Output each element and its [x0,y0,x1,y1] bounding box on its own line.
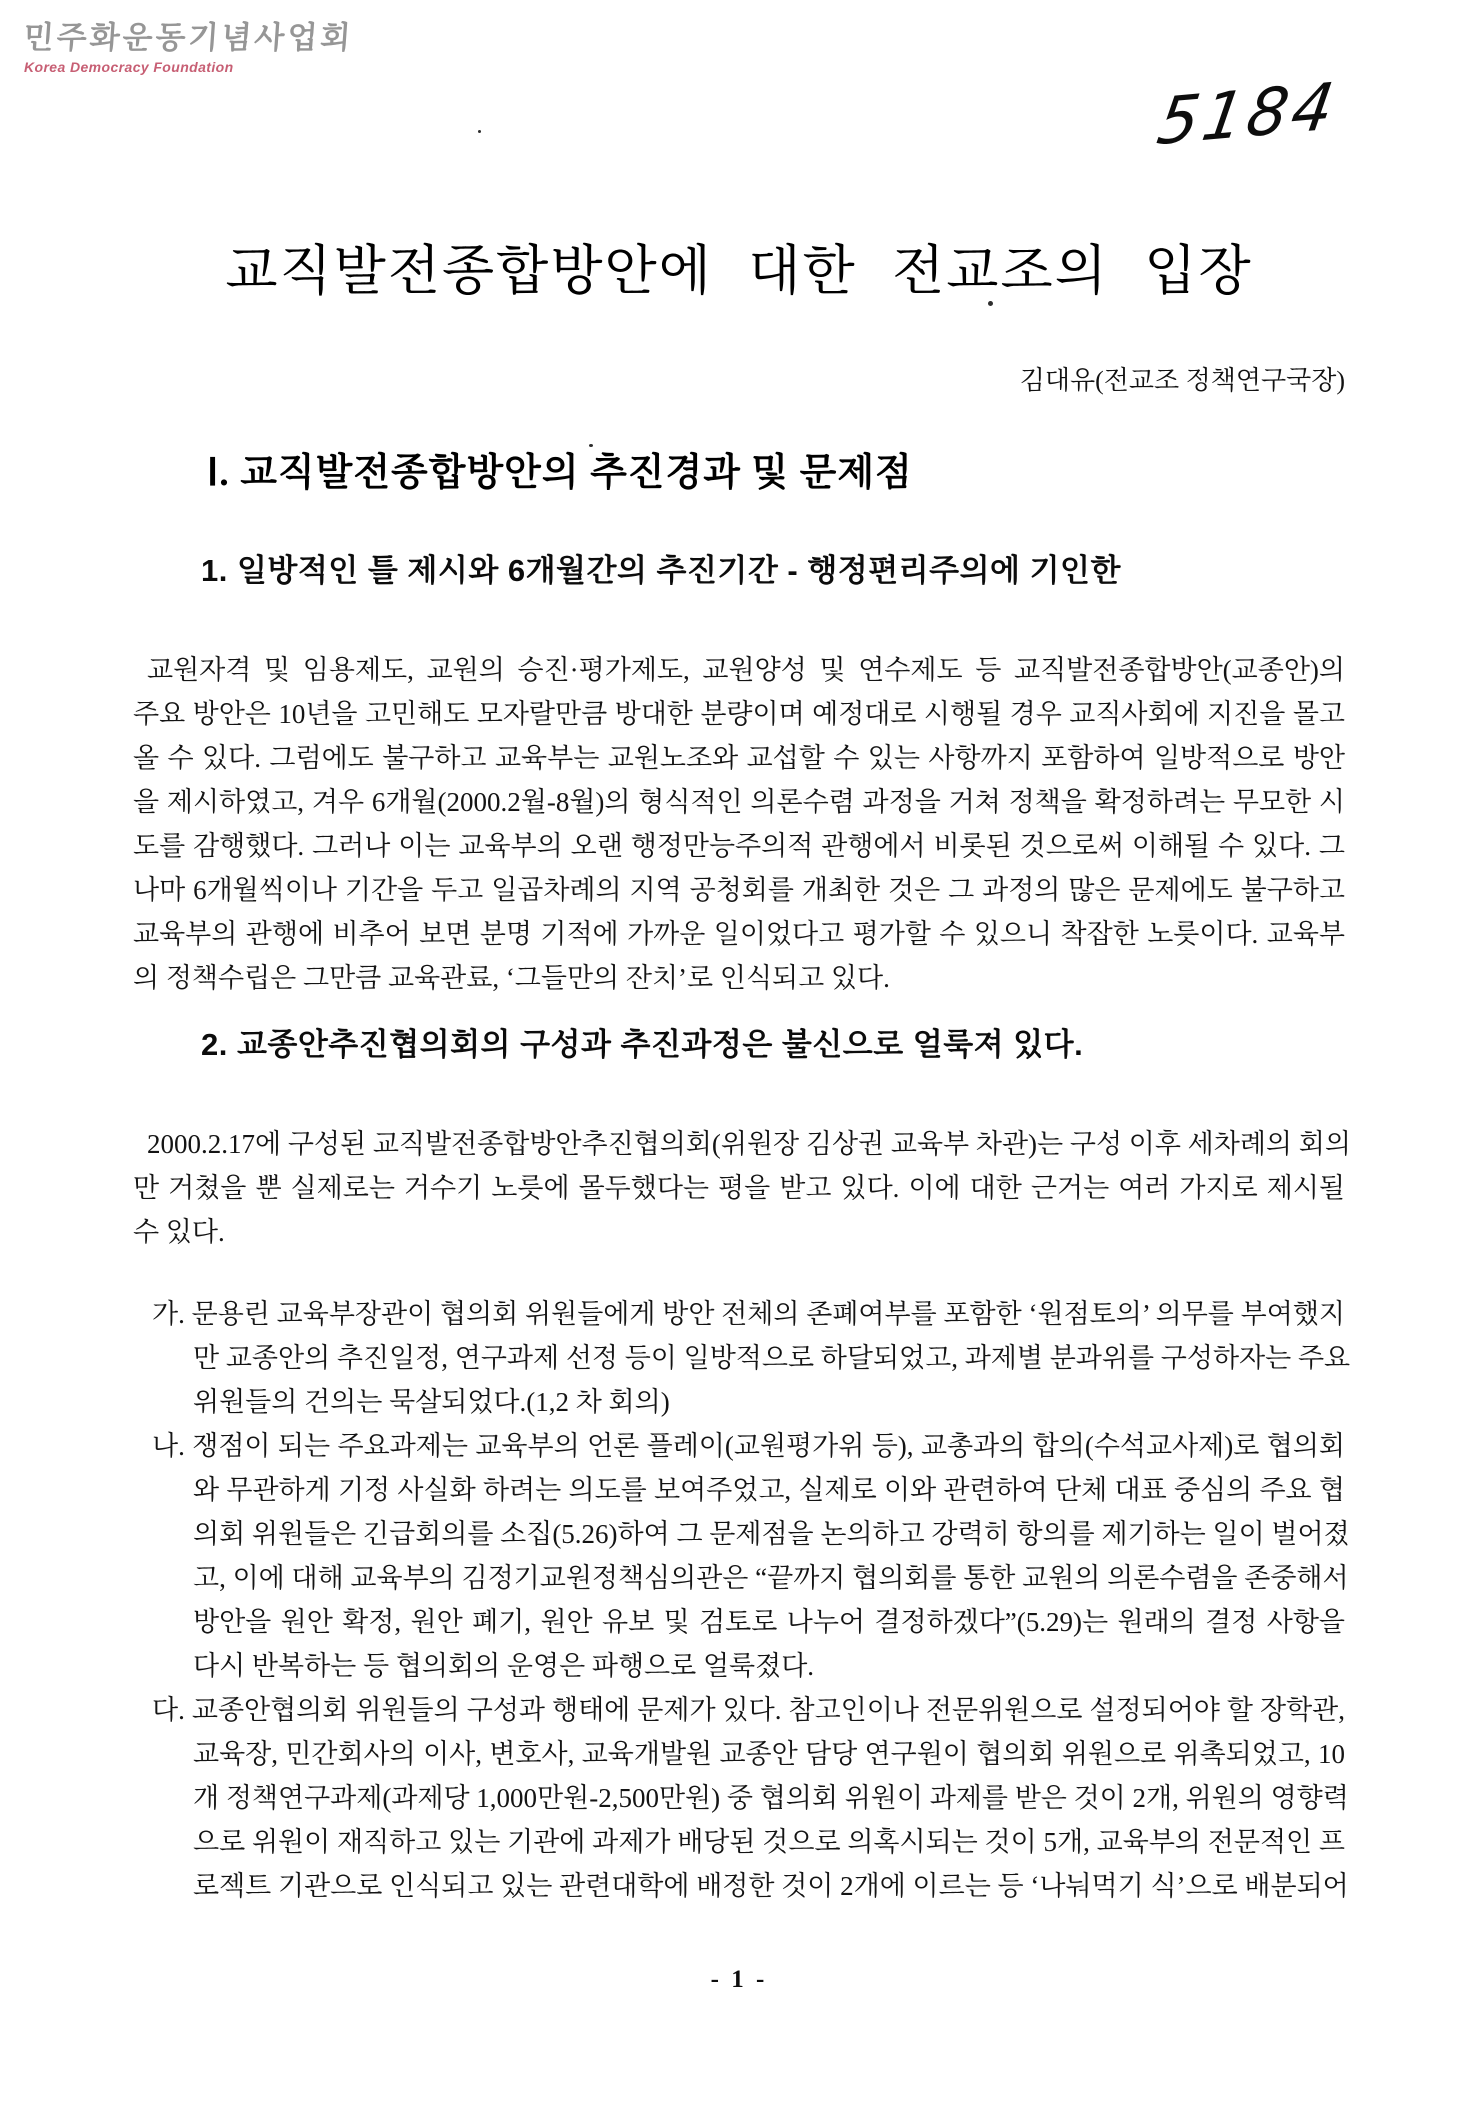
numbered-list [133,1292,1351,1908]
text-line: 나. 쟁점이 되는 주요과제는 교육부의 언론 플레이(교원평가위 등), 교총과의 합의(수석교사제)로 협의회 [152,1431,1345,1461]
section-1-heading: Ⅰ. 교직발전종합방안의 추진경과 및 문제점 [207,452,913,494]
text-line: 수 있다. [133,1217,225,1247]
text-line: 가. 문용린 교육부장관이 협의회 위원들에게 방안 전체의 존폐여부를 포함한 ‘원점토의’ 의무를 부여했지 [152,1299,1345,1329]
text-line: 도를 감행했다. 그러나 이는 교육부의 오랜 행정만능주의적 관행에서 비롯된 것으로써 이해될 수 있다. 그 [133,831,1345,861]
text-line: 만 교종안의 추진일정, 연구과제 선정 등이 일방적으로 하달되었고, 과제별 분과위를 구성하자는 주요 [193,1343,1351,1373]
subsection-2-heading: 2. 교종안추진협의회의 구성과 추진과정은 불신으로 얼룩져 있다. [201,1027,1084,1062]
paragraph-1 [133,648,1345,1000]
logo-korean-calligraphy: 민주화운동기념사업회 [22,20,355,55]
text-line: 와 무관하게 기정 사실화 하려는 의도를 보여주었고, 실제로 이와 관련하여 단체 대표 중심의 주요 협 [193,1475,1345,1505]
text-line: 고, 이에 대해 교육부의 김정기교원정책심의관은 “끝까지 협의회를 통한 교원의 의론수렴을 존중해서 [193,1563,1349,1593]
text-line: 다. 교종안협의회 위원들의 구성과 행태에 문제가 있다. 참고인이나 전문위원으로 설정되어야 할 장학관, [152,1695,1345,1725]
logo-english-name: Korea Democracy Foundation [24,59,234,75]
org-logo [24,12,353,75]
scan-speck [988,301,993,306]
text-line: 교육부의 관행에 비추어 보면 분명 기적에 가까운 일이었다고 평가할 수 있으니 착잡한 노릇이다. 교육부 [133,919,1345,949]
text-line: 의 정책수립은 그만큼 교육관료, ‘그들만의 잔치’로 인식되고 있다. [133,963,890,993]
scan-speck [589,444,593,447]
text-line: 의회 위원들은 긴급회의를 소집(5.26)하여 그 문제점을 논의하고 강력히 항의를 제기하는 일이 벌어졌 [193,1519,1350,1549]
text-line: 방안을 원안 확정, 원안 폐기, 원안 유보 및 검토로 나누어 결정하겠다”(5.29)는 원래의 결정 사항을 [193,1607,1345,1637]
text-line: 주요 방안은 10년을 고민해도 모자랄만큼 방대한 분량이며 예정대로 시행될 경우 교직사회에 지진을 몰고 [133,699,1345,729]
list-item-ga [133,1292,1351,1424]
list-item-na [133,1424,1350,1688]
text-line: 으로 위원이 재직하고 있는 기관에 과제가 배당된 것으로 의혹시되는 것이 5개, 교육부의 전문적인 프 [193,1827,1345,1857]
text-line: 로젝트 기관으로 인식되고 있는 관련대학에 배정한 것이 2개에 이르는 등 ‘나눠먹기 식’으로 배분되어 [193,1871,1349,1901]
text-line: 위원들의 건의는 묵살되었다.(1,2 차 회의) [193,1387,670,1417]
text-line: 올 수 있다. 그럼에도 불구하고 교육부는 교원노조와 교섭할 수 있는 사항까지 포함하여 일방적으로 방안 [133,743,1345,773]
handwritten-page-number: 5184 [1152,69,1343,161]
text-line: 나마 6개월씩이나 기간을 두고 일곱차례의 지역 공청회를 개최한 것은 그 과정의 많은 문제에도 불구하고 [133,875,1345,905]
paragraph-2 [133,1122,1351,1254]
author-byline: 김대유(전교조 정책연구국장) [1019,366,1345,395]
subsection-1-heading: 1. 일방적인 틀 제시와 6개월간의 추진기간 - 행정편리주의에 기인한 [201,553,1121,588]
text-line: 2000.2.17에 구성된 교직발전종합방안추진협의회(위원장 김상권 교육부 차관)는 구성 이후 세차례의 회의 [147,1129,1351,1159]
page-number: - 1 - [710,1966,768,1993]
text-line: 을 제시하였고, 겨우 6개월(2000.2월-8월)의 형식적인 의론수렴 과정을 거쳐 정책을 확정하려는 무모한 시 [133,787,1345,817]
text-line: 개 정책연구과제(과제당 1,000만원-2,500만원) 중 협의회 위원이 과제를 받은 것이 2개, 위원의 영향력 [193,1783,1349,1813]
list-item-da [133,1688,1349,1908]
document-title: 교직발전종합방안에 대한 전교조의 입장 [225,241,1253,301]
text-line: 교원자격 및 임용제도, 교원의 승진·평가제도, 교원양성 및 연수제도 등 교직발전종합방안(교종안)의 [147,655,1345,685]
scan-speck [478,130,481,133]
text-line: 교육장, 민간회사의 이사, 변호사, 교육개발원 교종안 담당 연구원이 협의회 위원으로 위촉되었고, 10 [193,1739,1345,1769]
text-line: 다시 반복하는 등 협의회의 운영은 파행으로 얼룩졌다. [193,1651,815,1681]
text-line: 만 거쳤을 뿐 실제로는 거수기 노릇에 몰두했다는 평을 받고 있다. 이에 대한 근거는 여러 가지로 제시될 [133,1173,1345,1203]
